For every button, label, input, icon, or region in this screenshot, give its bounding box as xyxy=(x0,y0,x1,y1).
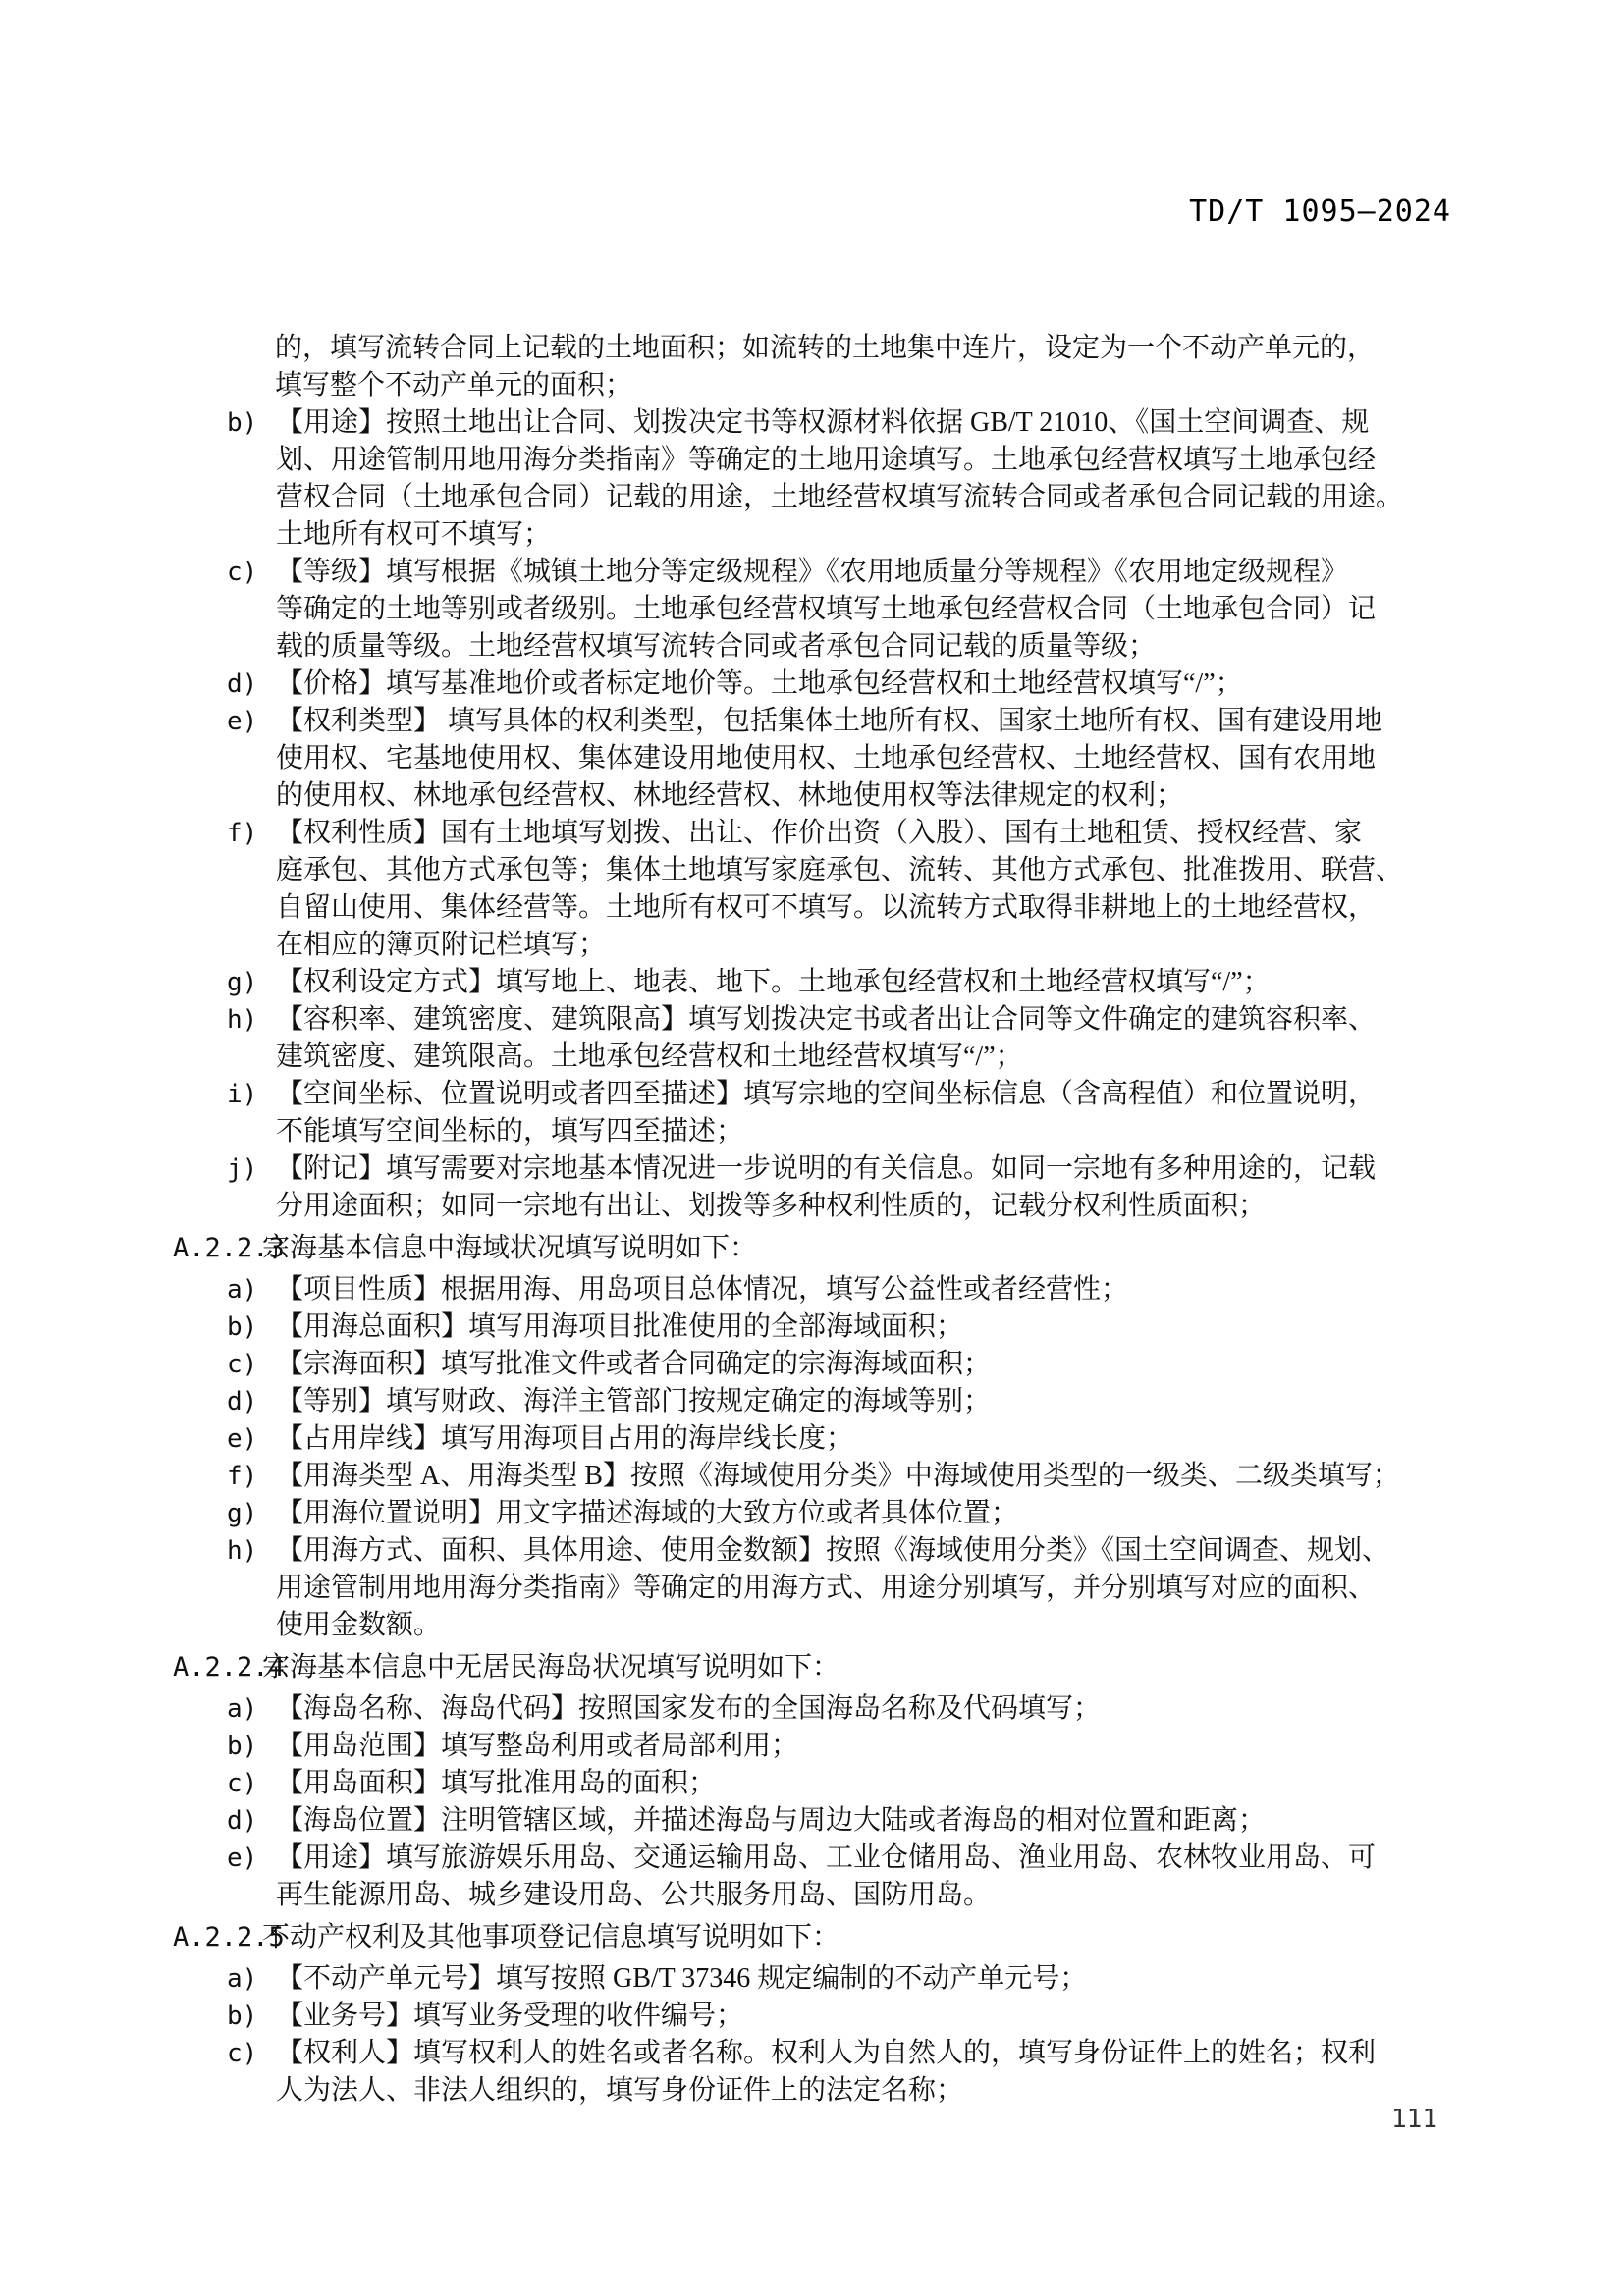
text-line: 建筑密度、建筑限高。土地承包经营权和土地经营权填写“/”； xyxy=(276,1041,1023,1072)
list-item-e xyxy=(0,1420,1496,1458)
item-label: e) xyxy=(227,707,258,736)
item-text xyxy=(276,815,1496,964)
item-label: a) xyxy=(227,1964,258,1994)
list-item-b xyxy=(0,1728,1496,1765)
list-item-c xyxy=(0,2035,1496,2109)
item-text xyxy=(276,1458,1496,1495)
item-text xyxy=(276,1271,1496,1308)
list-item-j xyxy=(0,1150,1496,1225)
item-text xyxy=(276,1495,1496,1532)
doc-code: TD/T 1095—2024 xyxy=(1189,194,1451,229)
section-heading-a225 xyxy=(173,1919,1496,1956)
item-label: f) xyxy=(227,1462,258,1491)
text-line: 【用海总面积】填写用海项目批准使用的全部海域面积； xyxy=(276,1311,964,1342)
document-body xyxy=(0,330,1496,2109)
text-line: 【价格】填写基准地价或者标定地价等。土地承包经营权和土地经营权填写“/”； xyxy=(276,668,1243,699)
text-line: 等确定的土地等别或者级别。土地承包经营权填写土地承包经营权合同（土地承包合同）记 xyxy=(276,594,1377,624)
list-item-d xyxy=(0,1383,1496,1420)
item-label: c) xyxy=(227,558,258,587)
text-line: 【海岛位置】注明管辖区域，并描述海岛与周边大陆或者海岛的相对位置和距离； xyxy=(276,1805,1267,1836)
list-item-b xyxy=(0,404,1496,554)
item-text xyxy=(276,1001,1496,1076)
text-line: 【等级】填写根据《城镇土地分等定级规程》《农用地质量分等规程》《农用地定级规程》 xyxy=(276,557,1349,587)
list-item-h xyxy=(0,1532,1496,1644)
text-line: 不能填写空间坐标的，填写四至描述； xyxy=(276,1116,744,1147)
section-number: A.2.2.3 xyxy=(173,1233,285,1263)
text-line: 再生能源用岛、城乡建设用岛、公共服务用岛、国防用岛。 xyxy=(276,1880,992,1910)
list-item-g xyxy=(0,964,1496,1001)
list-item-e xyxy=(0,703,1496,815)
text-line: 【不动产单元号】填写按照 GB/T 37346 规定编制的不动产单元号； xyxy=(276,1963,1088,1994)
text-line: 营权合同（土地承包合同）记载的用途，土地经营权填写流转合同或者承包合同记载的用途。 xyxy=(276,482,1404,512)
text-line: 的使用权、林地承包经营权、林地经营权、林地使用权等法律规定的权利； xyxy=(276,780,1184,811)
text-line: 填写整个不动产单元的面积； xyxy=(275,370,633,400)
item-text xyxy=(276,1383,1496,1420)
text-line: 用途管制用地用海分类指南》等确定的用海方式、用途分别填写，并分别填写对应的面积、 xyxy=(276,1573,1377,1603)
section-heading-a224 xyxy=(173,1649,1496,1686)
item-label: c) xyxy=(227,1350,258,1379)
text-line: 【项目性质】根据用海、用岛项目总体情况，填写公益性或者经营性； xyxy=(276,1274,1129,1305)
item-label: h) xyxy=(227,1536,258,1566)
item-text xyxy=(276,1308,1496,1346)
item-label: j) xyxy=(227,1154,258,1184)
text-line: 载的质量等级。土地经营权填写流转合同或者承包合同记载的质量等级； xyxy=(276,631,1157,662)
text-line: 【业务号】填写业务受理的收件编号； xyxy=(276,2001,744,2031)
page-number: 111 xyxy=(1391,2105,1437,2134)
item-label: c) xyxy=(227,1769,258,1798)
list-item-e xyxy=(0,1840,1496,1914)
paragraph-continuation xyxy=(275,330,1496,404)
item-text xyxy=(276,1765,1496,1802)
list-item-b xyxy=(0,1308,1496,1346)
item-text xyxy=(276,1998,1496,2035)
item-label: i) xyxy=(227,1080,258,1109)
section-heading-a223 xyxy=(173,1230,1496,1267)
item-text xyxy=(276,1150,1496,1225)
section-number: A.2.2.5 xyxy=(173,1922,285,1952)
list-item-c xyxy=(0,1346,1496,1383)
text-line: 【空间坐标、位置说明或者四至描述】填写宗地的空间坐标信息（含高程值）和位置说明， xyxy=(276,1079,1377,1109)
item-text xyxy=(276,404,1496,554)
list-item-b xyxy=(0,1998,1496,2035)
item-label: g) xyxy=(227,1499,258,1528)
text-line: 【用海方式、面积、具体用途、使用金数额】按照《海域使用分类》《国土空间调查、规划、 xyxy=(276,1535,1390,1566)
item-text xyxy=(276,1420,1496,1458)
text-line: 的，填写流转合同上记载的土地面积；如流转的土地集中连片，设定为一个不动产单元的， xyxy=(275,333,1376,363)
section-title: 不动产权利及其他事项登记信息填写说明如下： xyxy=(262,1922,840,1952)
text-line: 庭承包、其他方式承包等；集体土地填写家庭承包、流转、其他方式承包、批准拨用、联营、 xyxy=(276,855,1404,885)
item-label: d) xyxy=(227,1806,258,1836)
item-text xyxy=(276,1802,1496,1840)
list-item-c xyxy=(0,1765,1496,1802)
text-line: 自留山使用、集体经营等。土地所有权可不填写。以流转方式取得非耕地上的土地经营权， xyxy=(276,892,1377,923)
item-text xyxy=(276,1690,1496,1728)
item-text xyxy=(276,554,1496,666)
text-line: 【宗海面积】填写批准文件或者合同确定的宗海海域面积； xyxy=(276,1349,992,1379)
text-line: 【用岛范围】填写整岛利用或者局部利用； xyxy=(276,1731,799,1761)
list-item-h xyxy=(0,1001,1496,1076)
item-label: e) xyxy=(227,1843,258,1873)
text-line: 【用途】填写旅游娱乐用岛、交通运输用岛、工业仓储用岛、渔业用岛、农林牧业用岛、可 xyxy=(276,1842,1377,1873)
item-text xyxy=(276,1076,1496,1150)
item-text xyxy=(276,1728,1496,1765)
list-item-g xyxy=(0,1495,1496,1532)
text-line: 【用海类型 A、用海类型 B】按照《海域使用分类》中海域使用类型的一级类、二级类填写； xyxy=(276,1461,1400,1491)
item-label: c) xyxy=(227,2039,258,2068)
list-item-a xyxy=(0,1690,1496,1728)
text-line: 土地所有权可不填写； xyxy=(276,519,552,550)
item-text xyxy=(276,1532,1496,1644)
item-text xyxy=(276,666,1496,703)
text-line: 【用途】按照土地出让合同、划拨决定书等权源材料依据 GB/T 21010、《国土空间调查、规 xyxy=(276,407,1370,438)
text-line: 使用金数额。 xyxy=(276,1610,442,1640)
text-line: 【等别】填写财政、海洋主管部门按规定确定的海域等别； xyxy=(276,1386,992,1416)
page-footer xyxy=(1391,2105,1437,2134)
text-line: 人为法人、非法人组织的，填写身份证件上的法定名称； xyxy=(276,2075,964,2106)
section-number: A.2.2.4 xyxy=(173,1652,285,1682)
text-line: 【权利设定方式】填写地上、地表、地下。土地承包经营权和土地经营权填写“/”； xyxy=(276,967,1271,997)
item-text xyxy=(276,1346,1496,1383)
item-label: h) xyxy=(227,1005,258,1035)
item-label: d) xyxy=(227,1387,258,1416)
item-label: b) xyxy=(227,1732,258,1761)
section-title: 宗海基本信息中无居民海岛状况填写说明如下： xyxy=(262,1652,840,1682)
list-item-d xyxy=(0,1802,1496,1840)
text-line: 【权利性质】国有土地填写划拨、出让、作价出资（入股）、国有土地租赁、授权经营、家 xyxy=(276,818,1363,848)
list-item-i xyxy=(0,1076,1496,1150)
text-line: 【用海位置说明】用文字描述海域的大致方位或者具体位置； xyxy=(276,1498,1019,1528)
item-label: a) xyxy=(227,1275,258,1305)
item-label: d) xyxy=(227,669,258,699)
text-line: 【权利人】填写权利人的姓名或者名称。权利人为自然人的，填写身份证件上的姓名；权利 xyxy=(276,2038,1377,2068)
item-label: g) xyxy=(227,968,258,997)
text-line: 【海岛名称、海岛代码】按照国家发布的全国海岛名称及代码填写； xyxy=(276,1693,1102,1724)
text-line: 使用权、宅基地使用权、集体建设用地使用权、土地承包经营权、土地经营权、国有农用地 xyxy=(276,743,1377,774)
list-item-d xyxy=(0,666,1496,703)
item-text xyxy=(276,2035,1496,2109)
item-label: a) xyxy=(227,1694,258,1724)
text-line: 分用途面积；如同一宗地有出让、划拨等多种权利性质的，记载分权利性质面积； xyxy=(276,1191,1267,1221)
item-text xyxy=(276,964,1496,1001)
item-text xyxy=(276,1960,1496,1998)
text-line: 【占用岸线】填写用海项目占用的海岸线长度； xyxy=(276,1423,854,1454)
item-label: e) xyxy=(227,1424,258,1454)
text-line: 划、用途管制用地用海分类指南》等确定的土地用途填写。土地承包经营权填写土地承包经 xyxy=(276,445,1377,475)
item-text xyxy=(276,1840,1496,1914)
item-label: b) xyxy=(227,408,258,438)
text-line: 【容积率、建筑密度、建筑限高】填写划拨决定书或者出让合同等文件确定的建筑容积率、 xyxy=(276,1004,1377,1035)
text-line: 在相应的簿页附记栏填写； xyxy=(276,930,607,960)
text-line: 【用岛面积】填写批准用岛的面积； xyxy=(276,1768,717,1798)
list-item-a xyxy=(0,1271,1496,1308)
text-line: 【附记】填写需要对宗地基本情况进一步说明的有关信息。如同一宗地有多种用途的，记载 xyxy=(276,1153,1377,1184)
list-item-a xyxy=(0,1960,1496,1998)
page-header xyxy=(1189,194,1451,230)
text-line: 【权利类型】 填写具体的权利类型，包括集体土地所有权、国家土地所有权、国有建设用地 xyxy=(276,706,1383,736)
item-label: b) xyxy=(227,1312,258,1342)
section-title: 宗海基本信息中海域状况填写说明如下： xyxy=(262,1233,758,1263)
list-item-f xyxy=(0,815,1496,964)
item-text xyxy=(276,703,1496,815)
item-label: b) xyxy=(227,2002,258,2031)
item-label: f) xyxy=(227,819,258,848)
list-item-f xyxy=(0,1458,1496,1495)
list-item-c xyxy=(0,554,1496,666)
